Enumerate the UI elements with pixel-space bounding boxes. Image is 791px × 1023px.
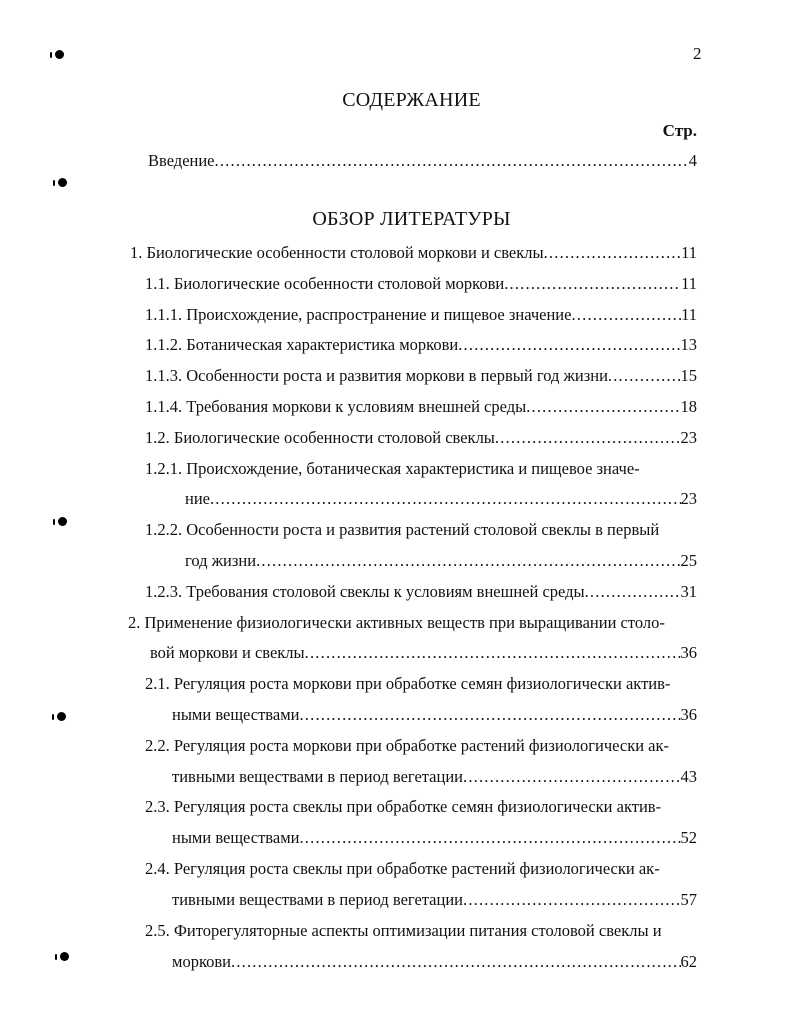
toc-entry-page: 62 (680, 952, 697, 971)
toc-entry-line1[interactable] (145, 921, 662, 943)
leader-dots (215, 151, 689, 171)
leader-dots (299, 828, 680, 848)
toc-entry-label: Регуляция роста моркови при обработке семян физиологически актив- (173, 674, 671, 693)
toc-entry-label: ными веществами (172, 705, 300, 724)
toc-entry-line1[interactable] (145, 459, 640, 481)
toc-entry-number: 2.4. (145, 859, 170, 878)
toc-entry-page: 13 (680, 335, 697, 354)
toc-entry-label: Особенности роста и развития моркови в первый год жизни (186, 366, 608, 385)
toc-entry-page: 31 (680, 582, 697, 601)
toc-entry-number: 2. (128, 613, 141, 632)
toc-entry-label: Требования столовой свеклы к условиям внешней среды (186, 582, 585, 601)
toc-entry-page: 18 (680, 397, 697, 416)
toc-entry-page: 43 (680, 767, 697, 786)
leader-dots (231, 952, 681, 972)
toc-entry-intro[interactable] (148, 151, 697, 173)
toc-entry-label: Происхождение, распространение и пищевое значение (186, 305, 572, 324)
toc-entry-line1[interactable] (145, 736, 669, 758)
toc-entry-line2[interactable] (172, 767, 697, 789)
scan-mark (58, 178, 67, 187)
toc-entry-number: 1.2. (145, 428, 170, 447)
toc-entry-page: 11 (681, 305, 697, 324)
leader-dots (458, 335, 680, 355)
toc-entry[interactable] (145, 582, 697, 604)
toc-entry-number: 2.1. (145, 674, 170, 693)
toc-entry-line2[interactable] (185, 489, 697, 511)
toc-entry-number: 1.1.2. (145, 335, 183, 354)
toc-entry-label: вой моркови и свеклы (150, 643, 305, 662)
toc-entry-line1[interactable] (145, 859, 660, 881)
toc-entry-line2[interactable] (185, 551, 697, 573)
toc-entry-label: Ботаническая характеристика моркови (186, 335, 459, 354)
toc-entry[interactable] (145, 397, 697, 419)
leader-dots (504, 274, 681, 294)
toc-entry[interactable] (145, 274, 697, 296)
toc-entry-label: Биологические особенности столовой моркови (173, 274, 505, 293)
page-column-label: Стр. (662, 121, 697, 140)
toc-entry-number: 2.2. (145, 736, 170, 755)
scan-mark (60, 952, 69, 961)
leader-dots (544, 243, 682, 263)
toc-entry-line2[interactable] (172, 705, 697, 727)
toc-entry[interactable] (145, 366, 697, 388)
scan-mark (58, 517, 67, 526)
toc-entry-line1[interactable] (128, 613, 665, 635)
leader-dots (608, 366, 681, 386)
toc-entry-number: 1.1.4. (145, 397, 183, 416)
toc-entry-label: Биологические особенности столовой моркови и свеклы (146, 243, 544, 262)
scan-mark (57, 712, 66, 721)
toc-entry-label: Биологические особенности столовой свеклы (173, 428, 495, 447)
toc-entry-number: 1.2.3. (145, 582, 183, 601)
leader-dots (585, 582, 681, 602)
toc-entry-label: Регуляция роста свеклы при обработке растений физиологически ак- (173, 859, 660, 878)
toc-entry-page: 57 (680, 890, 697, 909)
toc-entry[interactable] (145, 305, 697, 327)
toc-entry-label: Особенности роста и развития растений столовой свеклы в первый (186, 520, 660, 539)
toc-entry-line1[interactable] (145, 674, 670, 696)
toc-entry[interactable] (130, 243, 697, 265)
leader-dots (526, 397, 680, 417)
toc-entry-label: год жизни (185, 551, 257, 570)
toc-entry-label: ными веществами (172, 828, 300, 847)
toc-entry-line1[interactable] (145, 797, 661, 819)
toc-entry-label: Введение (148, 151, 215, 170)
toc-entry-page: 11 (681, 274, 697, 293)
toc-entry-number: 1.1.1. (145, 305, 183, 324)
toc-entry-page: 15 (680, 366, 697, 385)
toc-entry-label: ние (185, 489, 210, 508)
toc-entry-page: 25 (680, 551, 697, 570)
toc-entry-number: 1. (130, 243, 143, 262)
toc-entry-label: моркови (172, 952, 231, 971)
toc-entry-label: Регуляция роста свеклы при обработке семян физиологически актив- (173, 797, 662, 816)
page-title: СОДЕРЖАНИЕ (342, 89, 481, 111)
toc-entry-label: тивными веществами в период вегетации (172, 767, 463, 786)
leader-dots (210, 489, 681, 509)
page-number: 2 (693, 44, 702, 63)
toc-entry-page: 4 (688, 151, 697, 170)
toc-entry[interactable] (145, 428, 697, 450)
leader-dots (495, 428, 681, 448)
toc-entry-number: 1.1. (145, 274, 170, 293)
section-title: ОБЗОР ЛИТЕРАТУРЫ (312, 208, 511, 230)
toc-entry-label: Требования моркови к условиям внешней среды (186, 397, 527, 416)
toc-entry-page: 52 (680, 828, 697, 847)
toc-entry-label: тивными веществами в период вегетации (172, 890, 463, 909)
toc-entry-number: 1.2.1. (145, 459, 183, 478)
toc-entry-line2[interactable] (150, 643, 697, 665)
toc-entry-page: 11 (681, 243, 697, 262)
toc-entry-number: 2.3. (145, 797, 170, 816)
toc-entry-line2[interactable] (172, 952, 697, 974)
leader-dots (463, 890, 681, 910)
leader-dots (299, 705, 680, 725)
leader-dots (256, 551, 680, 571)
toc-entry-line1[interactable] (145, 520, 659, 542)
toc-entry-label: Фиторегуляторные аспекты оптимизации питания столовой свеклы и (173, 921, 662, 940)
toc-entry-number: 1.2.2. (145, 520, 183, 539)
toc-entry-label: Происхождение, ботаническая характеристика и пищевое значе- (186, 459, 640, 478)
toc-entry-line2[interactable] (172, 828, 697, 850)
toc-entry-page: 23 (680, 489, 697, 508)
toc-entry-page: 23 (680, 428, 697, 447)
toc-entry-number: 1.1.3. (145, 366, 183, 385)
leader-dots (305, 643, 681, 663)
toc-entry[interactable] (145, 335, 697, 357)
toc-entry-line2[interactable] (172, 890, 697, 912)
scan-mark (55, 50, 64, 59)
toc-entry-label: Применение физиологически активных веществ при выращивании столо- (144, 613, 665, 632)
toc-entry-number: 2.5. (145, 921, 170, 940)
toc-entry-page: 36 (680, 705, 697, 724)
leader-dots (571, 305, 681, 325)
leader-dots (463, 767, 681, 787)
toc-entry-label: Регуляция роста моркови при обработке растений физиологически ак- (173, 736, 669, 755)
toc-entry-page: 36 (680, 643, 697, 662)
